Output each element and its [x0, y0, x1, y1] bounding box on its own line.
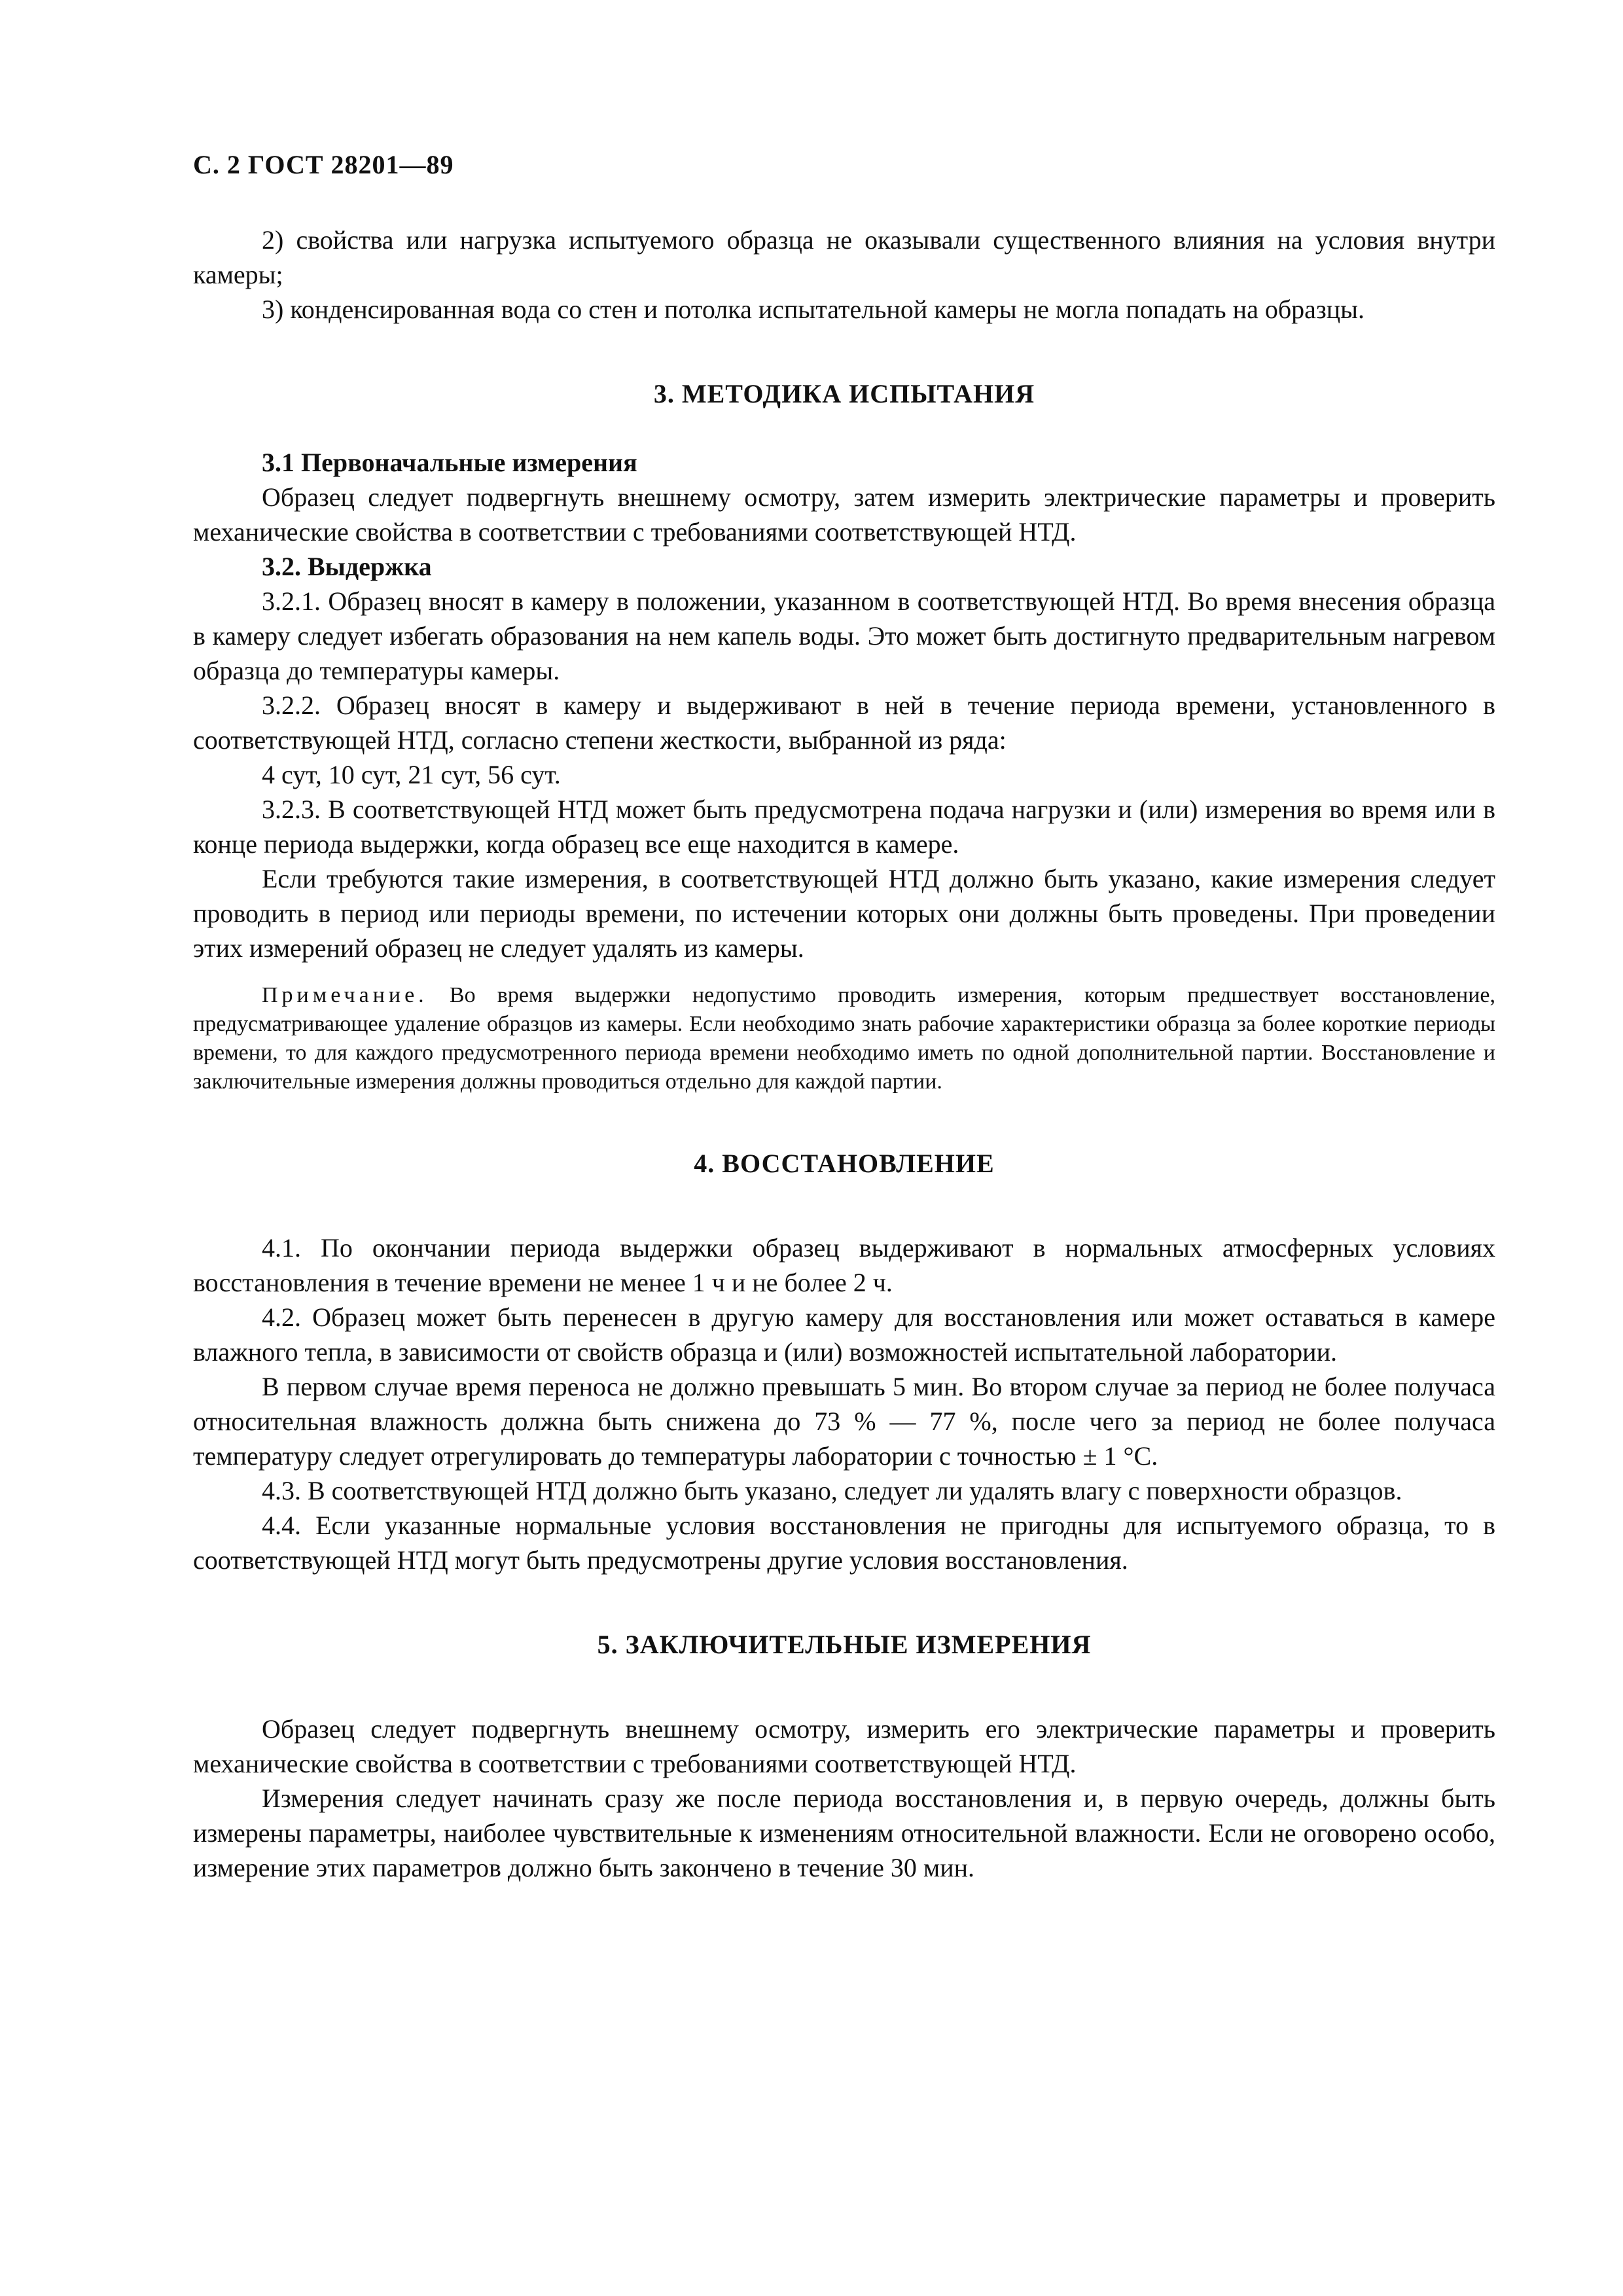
note-block [193, 981, 1495, 1096]
section-4-heading: 4. ВОССТАНОВЛЕНИЕ [694, 1149, 995, 1178]
paragraph-3-1: Образец следует подвергнуть внешнему осмотру, затем измерить электрические параметры и проверить механические свойства в соответствии с требованиями соответствующей НТД. [193, 482, 1495, 547]
paragraph-3-2-2: 3.2.2. Образец вносят в камеру и выдерживают в ней в течение периода времени, установленного в соответствующей НТД, согласно степени жесткости, выбранной из ряда: [193, 691, 1495, 755]
paragraph-4-2-continued: В первом случае время переноса не должно превышать 5 мин. Во втором случае за период не более получаса относительная влажность должна быть снижена до 73 % — 77 %, после чего за период не более получаса температуру следует отрегулировать до температуры лаборатории с точностью ± 1 °С. [193, 1372, 1495, 1471]
section-5-heading: 5. ЗАКЛЮЧИТЕЛЬНЫЕ ИЗМЕРЕНИЯ [597, 1630, 1092, 1659]
list-item-3: 3) конденсированная вода со стен и потолка испытательной камеры не могла попадать на образцы. [262, 295, 1365, 324]
list-item-2: 2) свойства или нагрузка испытуемого образца не оказывали существенного влияния на условия внутри камеры; [193, 225, 1495, 289]
paragraph-3-2-3: 3.2.3. В соответствующей НТД может быть предусмотрена подача нагрузки и (или) измерения во время или в конце периода выдержки, когда образец все еще находится в камере. [193, 795, 1495, 859]
paragraph-4-4: 4.4. Если указанные нормальные условия восстановления не пригодны для испытуемого образца, то в соответствующей НТД могут быть предусмотрены другие условия восстановления. [193, 1511, 1495, 1575]
section-3-heading: 3. МЕТОДИКА ИСПЫТАНИЯ [653, 379, 1035, 408]
subsection-3-2-heading: 3.2. Выдержка [262, 552, 432, 581]
document-body [193, 223, 1495, 1885]
subsection-3-1-heading: 3.1 Первоначальные измерения [262, 448, 637, 477]
paragraph-4-2: 4.2. Образец может быть перенесен в другую камеру для восстановления или может оставаться в камере влажного тепла, в зависимости от свойств образца и (или) возможностей испытательной лаборатории. [193, 1302, 1495, 1367]
paragraph-5-2: Измерения следует начинать сразу же после периода восстановления и, в первую очередь, должны быть измерены параметры, наиболее чувствительные к изменениям относительной влажности. Если не оговорено особо, измерение этих параметров должно быть закончено в течение 30 мин. [193, 1784, 1495, 1882]
paragraph-4-1: 4.1. По окончании периода выдержки образец выдерживают в нормальных атмосферных условиях восстановления в течение времени не менее 1 ч и не более 2 ч. [193, 1233, 1495, 1297]
paragraph-3-2-1: 3.2.1. Образец вносят в камеру в положении, указанном в соответствующей НТД. Во время внесения образца в камеру следует избегать образования на нем капель воды. Это может быть достигнуто предварительным нагревом образца до температуры камеры. [193, 586, 1495, 685]
note-label: Примечание. [262, 983, 428, 1007]
paragraph-3-2-2-values: 4 сут, 10 сут, 21 сут, 56 сут. [262, 760, 561, 789]
paragraph-5-1: Образец следует подвергнуть внешнему осмотру, измерить его электрические параметры и проверить механические свойства в соответствии с требованиями соответствующей НТД. [193, 1714, 1495, 1778]
note-text: Во время выдержки недопустимо проводить измерения, которым предшествует восстановление, предусматривающее удаление образцов из камеры. Если необходимо знать рабочие характеристики образца за более короткие периоды времени, то для каждого предусмотренного периода времени необходимо иметь по одной дополнительной партии. Восстановление и заключительные измерения должны проводиться отдельно для каждой партии. [193, 983, 1495, 1094]
running-header: С. 2 ГОСТ 28201—89 [193, 150, 454, 179]
paragraph-4-3: 4.3. В соответствующей НТД должно быть указано, следует ли удалять влагу с поверхности образцов. [262, 1476, 1402, 1505]
paragraph-3-2-3-continued: Если требуются такие измерения, в соответствующей НТД должно быть указано, какие измерения следует проводить в период или периоды времени, по истечении которых они должны быть проведены. При проведении этих измерений образец не следует удалять из камеры. [193, 864, 1495, 963]
